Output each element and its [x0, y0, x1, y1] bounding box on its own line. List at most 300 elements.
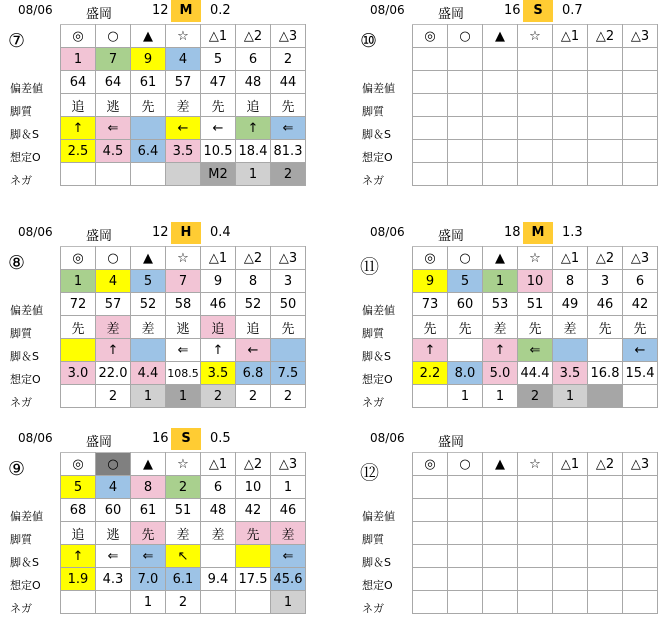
grid-cell	[236, 545, 271, 568]
horse-number-cell: 9	[413, 270, 448, 293]
grid-cell: 48	[236, 71, 271, 94]
grid-cell: 7.5	[271, 362, 306, 385]
horse-number-cell	[413, 48, 448, 71]
race-grid	[60, 24, 306, 186]
grid-cell	[588, 140, 623, 163]
race-number: ⑩	[360, 30, 378, 52]
grid-cell: 6.4	[131, 140, 166, 163]
mark-cell: ○	[448, 247, 483, 270]
horse-number-cell: 10	[518, 270, 553, 293]
grid-cell: 8.0	[448, 362, 483, 385]
nega-row	[61, 163, 306, 186]
grid-cell: 68	[61, 499, 96, 522]
mark-cell: △3	[271, 247, 306, 270]
row-label: 脚質	[10, 105, 32, 118]
grid-cell: 先	[448, 316, 483, 339]
grid-cell: 追	[236, 316, 271, 339]
grid-cell: ↑	[483, 339, 518, 362]
grid-cell	[623, 163, 658, 186]
grid-cell	[61, 339, 96, 362]
style-row	[61, 316, 306, 339]
race-class-badge: S	[171, 428, 201, 450]
grid-cell: 逃	[96, 94, 131, 117]
race-date: 08/06	[18, 431, 53, 445]
horse-number-cell: 1	[61, 48, 96, 71]
row-label: 想定O	[10, 579, 41, 592]
grid-cell: 2.2	[413, 362, 448, 385]
grid-cell	[448, 94, 483, 117]
nega-row	[61, 591, 306, 614]
row-label: 想定O	[10, 151, 41, 164]
row-label: 偏差値	[362, 82, 395, 95]
grid-cell	[588, 385, 623, 408]
grid-cell: 4.5	[96, 140, 131, 163]
grid-cell	[623, 545, 658, 568]
mark-cell: ◎	[61, 25, 96, 48]
horse-number-cell: 3	[271, 270, 306, 293]
deviation-row	[61, 71, 306, 94]
mark-cell: ◎	[413, 247, 448, 270]
horse-number-cell	[588, 476, 623, 499]
row-label: 脚質	[10, 327, 32, 340]
grid-cell	[413, 163, 448, 186]
row-label: 脚質	[362, 533, 384, 546]
grid-cell: 差	[553, 316, 588, 339]
race-date: 08/06	[370, 225, 405, 239]
grid-cell	[588, 117, 623, 140]
horse-number-cell: 4	[96, 476, 131, 499]
mark-cell: △2	[588, 247, 623, 270]
grid-cell	[448, 163, 483, 186]
grid-cell: ←	[236, 339, 271, 362]
grid-cell	[61, 385, 96, 408]
grid-cell: 1	[448, 385, 483, 408]
grid-cell	[623, 117, 658, 140]
grid-cell: ↑	[61, 117, 96, 140]
grid-cell	[623, 71, 658, 94]
grid-cell	[588, 163, 623, 186]
grid-cell: 先	[588, 316, 623, 339]
race-panel	[352, 222, 664, 422]
grid-cell: 44.4	[518, 362, 553, 385]
grid-cell	[483, 94, 518, 117]
grid-cell: 5.0	[483, 362, 518, 385]
horse-row	[61, 270, 306, 293]
grid-cell: 52	[236, 293, 271, 316]
leg-speed-row	[61, 339, 306, 362]
race-venue: 盛岡	[438, 435, 465, 450]
grid-cell: 50	[271, 293, 306, 316]
race-number: ⑧	[8, 252, 26, 274]
grid-cell: 2.5	[61, 140, 96, 163]
grid-cell: 15.4	[623, 362, 658, 385]
race-header	[0, 428, 312, 450]
grid-cell	[413, 499, 448, 522]
deviation-row	[413, 71, 658, 94]
row-label: ネガ	[362, 174, 384, 187]
row-label: 想定O	[362, 373, 393, 386]
grid-cell	[483, 522, 518, 545]
horse-number-cell	[413, 476, 448, 499]
row-label: 脚＆S	[10, 128, 39, 141]
mark-cell: ▲	[131, 247, 166, 270]
grid-cell: 48	[201, 499, 236, 522]
row-label: 脚質	[362, 105, 384, 118]
grid-cell: 51	[518, 293, 553, 316]
horse-number-cell	[588, 48, 623, 71]
grid-cell	[413, 117, 448, 140]
horse-number-cell: 6	[236, 48, 271, 71]
grid-cell: ↑	[236, 117, 271, 140]
grid-cell	[413, 522, 448, 545]
grid-cell: 9.4	[201, 568, 236, 591]
grid-cell: 先	[131, 522, 166, 545]
grid-cell	[623, 385, 658, 408]
grid-cell	[96, 591, 131, 614]
grid-cell: 差	[166, 522, 201, 545]
race-header	[0, 0, 312, 22]
grid-cell: ⇐	[271, 545, 306, 568]
horse-number-cell	[518, 48, 553, 71]
row-label: ネガ	[10, 396, 32, 409]
leg-speed-row	[413, 545, 658, 568]
race-header	[352, 428, 664, 450]
grid-cell	[413, 545, 448, 568]
grid-cell	[553, 140, 588, 163]
grid-cell	[553, 339, 588, 362]
grid-cell: 81.3	[271, 140, 306, 163]
grid-cell	[553, 94, 588, 117]
mark-cell: △1	[201, 25, 236, 48]
grid-cell: 57	[166, 71, 201, 94]
horse-number-cell: 5	[201, 48, 236, 71]
horse-number-cell: 8	[236, 270, 271, 293]
grid-cell: 49	[553, 293, 588, 316]
grid-cell	[483, 117, 518, 140]
deviation-row	[61, 499, 306, 522]
grid-cell	[623, 94, 658, 117]
race-grid	[60, 246, 306, 408]
race-date: 08/06	[18, 225, 53, 239]
mark-cell: ☆	[166, 453, 201, 476]
race-grid	[412, 24, 658, 186]
mark-cell: ▲	[483, 25, 518, 48]
mark-row	[413, 25, 658, 48]
grid-cell: 6.1	[166, 568, 201, 591]
grid-cell: 64	[96, 71, 131, 94]
horse-number-cell	[623, 48, 658, 71]
grid-cell: 先	[131, 94, 166, 117]
grid-cell: 42	[623, 293, 658, 316]
mark-cell: △1	[553, 25, 588, 48]
grid-cell: 1	[131, 591, 166, 614]
grid-cell: 1	[236, 163, 271, 186]
grid-cell	[518, 163, 553, 186]
grid-cell	[553, 117, 588, 140]
grid-cell: 60	[448, 293, 483, 316]
grid-cell: 差	[483, 316, 518, 339]
grid-cell	[553, 591, 588, 614]
grid-cell	[483, 163, 518, 186]
grid-cell	[201, 591, 236, 614]
grid-cell	[553, 545, 588, 568]
grid-cell: 44	[271, 71, 306, 94]
grid-cell: 61	[131, 71, 166, 94]
grid-cell: 2	[236, 385, 271, 408]
grid-cell	[588, 499, 623, 522]
race-header	[352, 0, 664, 22]
row-label: 脚＆S	[10, 556, 39, 569]
mark-cell: ○	[96, 25, 131, 48]
grid-cell: 差	[166, 94, 201, 117]
grid-cell: 16.8	[588, 362, 623, 385]
field-size: 12	[152, 225, 169, 240]
grid-cell	[588, 71, 623, 94]
grid-cell: 72	[61, 293, 96, 316]
mark-cell: ☆	[166, 25, 201, 48]
nega-row	[413, 163, 658, 186]
odds-row	[413, 362, 658, 385]
mark-cell: △3	[623, 25, 658, 48]
grid-cell	[518, 117, 553, 140]
horse-number-cell: 4	[96, 270, 131, 293]
horse-number-cell: 1	[271, 476, 306, 499]
row-label: 脚＆S	[362, 556, 391, 569]
race-class-badge: S	[523, 0, 553, 22]
grid-cell: 1	[271, 591, 306, 614]
grid-cell: 2	[271, 385, 306, 408]
grid-cell	[413, 591, 448, 614]
mark-cell: ○	[448, 453, 483, 476]
row-label: 脚＆S	[362, 128, 391, 141]
grid-cell	[483, 71, 518, 94]
horse-number-cell	[623, 476, 658, 499]
race-panel	[0, 0, 312, 200]
grid-cell: 45.6	[271, 568, 306, 591]
grid-cell: 6.8	[236, 362, 271, 385]
grid-cell: 先	[271, 94, 306, 117]
grid-cell	[236, 591, 271, 614]
horse-number-cell: 2	[166, 476, 201, 499]
grid-cell: 10.5	[201, 140, 236, 163]
grid-cell	[413, 71, 448, 94]
race-date: 08/06	[370, 431, 405, 445]
mark-cell: ◎	[61, 453, 96, 476]
race-class-badge: H	[171, 222, 201, 244]
grid-cell: 7.0	[131, 568, 166, 591]
race-number: ⑪	[360, 256, 380, 278]
horse-number-cell	[553, 48, 588, 71]
grid-cell: 1.9	[61, 568, 96, 591]
grid-cell: ←	[623, 339, 658, 362]
grid-cell	[518, 94, 553, 117]
nega-row	[413, 385, 658, 408]
race-number: ⑦	[8, 30, 26, 52]
grid-cell: 1	[131, 385, 166, 408]
grid-cell	[448, 568, 483, 591]
style-row	[61, 94, 306, 117]
race-date: 08/06	[370, 3, 405, 17]
grid-cell: 51	[166, 499, 201, 522]
mark-cell: △3	[271, 453, 306, 476]
grid-cell: 108.5	[166, 362, 201, 385]
mark-cell: △2	[588, 453, 623, 476]
race-date: 08/06	[18, 3, 53, 17]
grid-cell: 60	[96, 499, 131, 522]
row-label: ネガ	[362, 396, 384, 409]
horse-number-cell: 5	[131, 270, 166, 293]
race-panel	[352, 0, 664, 200]
race-grid	[412, 452, 658, 614]
grid-cell	[518, 71, 553, 94]
grid-cell	[623, 499, 658, 522]
mark-cell: ▲	[483, 247, 518, 270]
grid-cell: M2	[201, 163, 236, 186]
grid-cell: ←	[166, 117, 201, 140]
grid-cell: 逃	[166, 316, 201, 339]
race-number: ⑨	[8, 458, 26, 480]
horse-number-cell: 8	[131, 476, 166, 499]
mark-cell: △1	[201, 453, 236, 476]
odds-row	[61, 568, 306, 591]
grid-cell: ←	[201, 117, 236, 140]
grid-cell	[623, 591, 658, 614]
grid-cell: ↑	[61, 545, 96, 568]
grid-cell	[483, 140, 518, 163]
row-label: ネガ	[10, 602, 32, 615]
grid-cell	[413, 385, 448, 408]
grid-cell: ⇐	[271, 117, 306, 140]
row-label: ネガ	[362, 602, 384, 615]
grid-cell: 追	[236, 94, 271, 117]
mark-cell: ○	[96, 453, 131, 476]
grid-cell: 61	[131, 499, 166, 522]
grid-cell: 先	[518, 316, 553, 339]
grid-cell	[448, 591, 483, 614]
mark-row	[413, 453, 658, 476]
horse-number-cell	[483, 48, 518, 71]
mark-cell: ▲	[483, 453, 518, 476]
grid-cell	[623, 522, 658, 545]
horse-row	[61, 476, 306, 499]
horse-number-cell	[448, 48, 483, 71]
grid-cell: 46	[588, 293, 623, 316]
grid-cell	[518, 568, 553, 591]
grid-cell: 1	[483, 385, 518, 408]
grid-cell: 2	[271, 163, 306, 186]
grid-cell	[448, 499, 483, 522]
row-label: 想定O	[362, 151, 393, 164]
grid-cell: 53	[483, 293, 518, 316]
odds-row	[61, 140, 306, 163]
race-value: 1.3	[562, 225, 583, 240]
mark-cell: △2	[236, 25, 271, 48]
row-label: 偏差値	[362, 304, 395, 317]
race-panel	[0, 428, 312, 628]
style-row	[413, 94, 658, 117]
grid-cell	[553, 163, 588, 186]
row-label: 想定O	[362, 579, 393, 592]
race-class-badge	[523, 428, 553, 450]
horse-row	[61, 48, 306, 71]
grid-cell: 4.4	[131, 362, 166, 385]
mark-cell: ▲	[131, 25, 166, 48]
grid-cell	[588, 545, 623, 568]
row-label: 脚＆S	[362, 350, 391, 363]
leg-speed-row	[61, 117, 306, 140]
grid-cell: 先	[271, 316, 306, 339]
grid-cell: 先	[623, 316, 658, 339]
horse-number-cell: 9	[201, 270, 236, 293]
grid-cell	[588, 568, 623, 591]
field-size: 16	[152, 431, 169, 446]
grid-cell	[518, 499, 553, 522]
mark-cell: △2	[588, 25, 623, 48]
row-label: 脚質	[10, 533, 32, 546]
grid-cell: 1	[553, 385, 588, 408]
mark-cell: △3	[271, 25, 306, 48]
row-label: ネガ	[10, 174, 32, 187]
grid-cell: ↖	[166, 545, 201, 568]
mark-cell: △1	[553, 247, 588, 270]
grid-cell: 17.5	[236, 568, 271, 591]
grid-cell	[448, 522, 483, 545]
grid-cell: 2	[166, 591, 201, 614]
grid-cell: ↑	[201, 339, 236, 362]
grid-cell: 先	[236, 522, 271, 545]
mark-cell: ☆	[518, 453, 553, 476]
grid-cell: 追	[201, 316, 236, 339]
mark-cell: ◎	[413, 25, 448, 48]
grid-cell: ↑	[96, 339, 131, 362]
mark-cell: ☆	[518, 247, 553, 270]
race-venue: 盛岡	[86, 229, 113, 244]
style-row	[413, 522, 658, 545]
odds-row	[413, 568, 658, 591]
grid-cell	[588, 522, 623, 545]
grid-cell: 差	[96, 316, 131, 339]
grid-cell	[448, 140, 483, 163]
race-value: 0.4	[210, 225, 231, 240]
grid-cell: 3.5	[553, 362, 588, 385]
odds-row	[61, 362, 306, 385]
race-number: ⑫	[360, 462, 380, 484]
horse-number-cell: 1	[61, 270, 96, 293]
mark-cell: △1	[553, 453, 588, 476]
grid-cell: ⇐	[518, 339, 553, 362]
grid-cell: 42	[236, 499, 271, 522]
grid-cell	[623, 140, 658, 163]
grid-cell: ⇐	[96, 117, 131, 140]
mark-cell: △3	[623, 247, 658, 270]
horse-row	[413, 270, 658, 293]
horse-number-cell: 9	[131, 48, 166, 71]
odds-row	[413, 140, 658, 163]
style-row	[413, 316, 658, 339]
race-venue: 盛岡	[438, 229, 465, 244]
grid-cell: 差	[131, 316, 166, 339]
grid-cell: 3.0	[61, 362, 96, 385]
mark-row	[61, 25, 306, 48]
grid-cell	[553, 499, 588, 522]
grid-cell: 差	[271, 522, 306, 545]
grid-cell: 1	[166, 385, 201, 408]
grid-cell	[483, 545, 518, 568]
horse-number-cell: 8	[553, 270, 588, 293]
grid-cell: 差	[201, 522, 236, 545]
race-value: 0.7	[562, 3, 583, 18]
grid-cell: 46	[271, 499, 306, 522]
